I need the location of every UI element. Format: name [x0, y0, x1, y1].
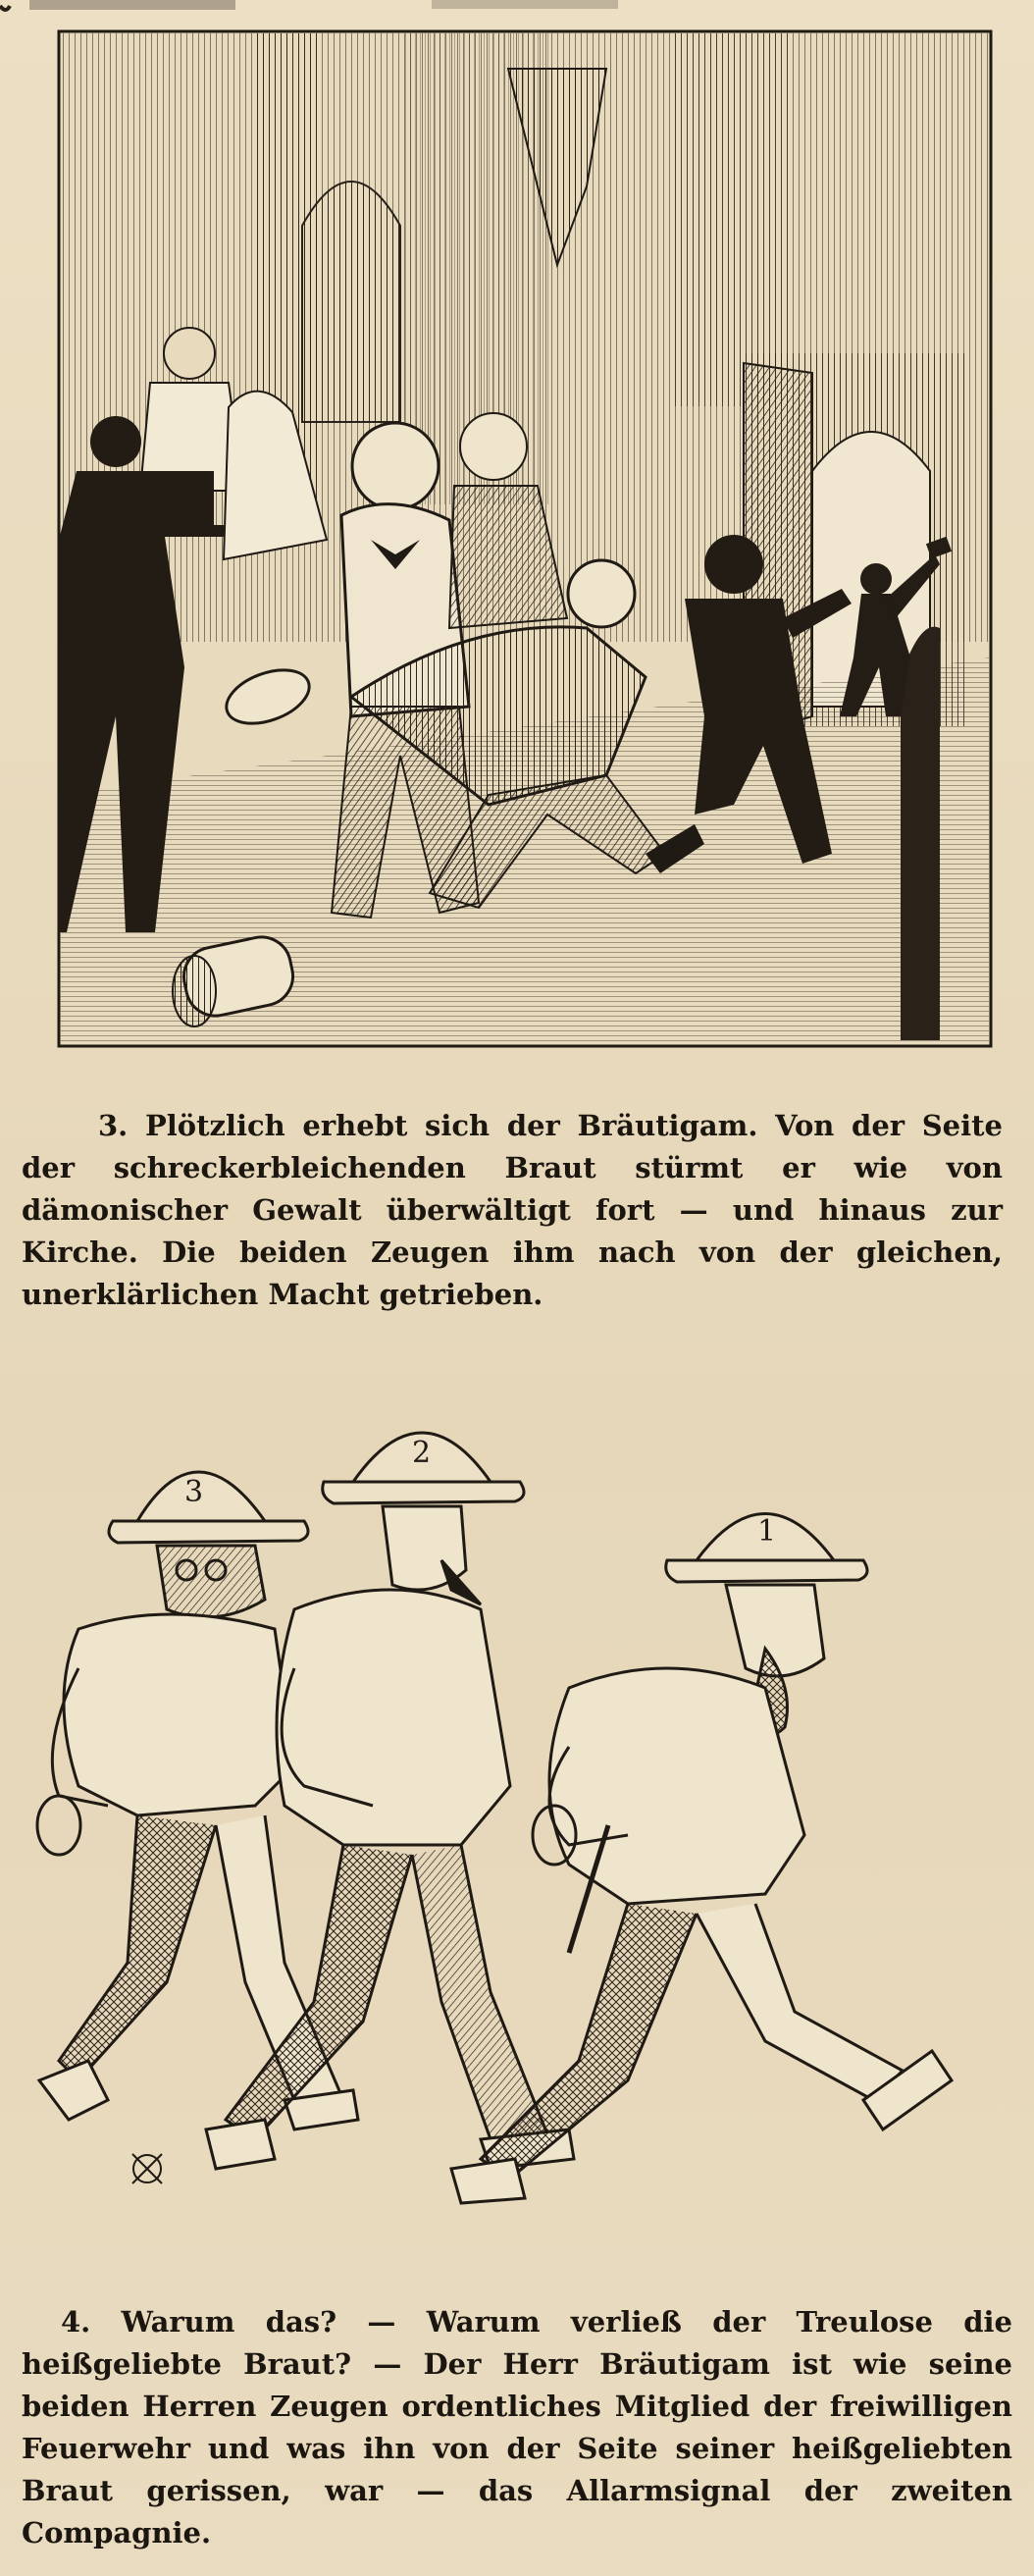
three-firemen-illustration [20, 1374, 1010, 2267]
artist-monogram [132, 2154, 162, 2183]
helmet-number-3: 3 [184, 1475, 204, 1509]
panel-4-caption-text: 4. Warum das? — Warum verließ der Treulose die heißgeliebte Braut? — Der Herr Bräutigam ist wie seine beiden Herren Zeugen ordentliches Mitglied der freiwilligen Feuerwehr und was ihn von der Seite seiner heißgeliebten Braut gerissen, war — das Allarmsignal der zweiten Compagnie. [22, 2305, 1012, 2550]
church-escape-illustration [57, 29, 995, 1050]
panel-3-caption-text: 3. Plötzlich erhebt sich der Bräutigam. Von der Seite der schreckerbleichenden Braut stürmt er wie von dämonischer Gewalt überwältigt fort — und hinaus zur Kirche. Die beiden Zeugen ihm nach von der gleichen, unerklärlichen Macht getrieben. [22, 1109, 1003, 1311]
panel-4-caption [22, 2301, 1012, 2554]
helmet-number-2: 2 [412, 1436, 432, 1470]
panel-3-caption [22, 1105, 1003, 1316]
helmet-number-1: 1 [757, 1514, 777, 1549]
cropped-header-strip [0, 0, 1034, 22]
